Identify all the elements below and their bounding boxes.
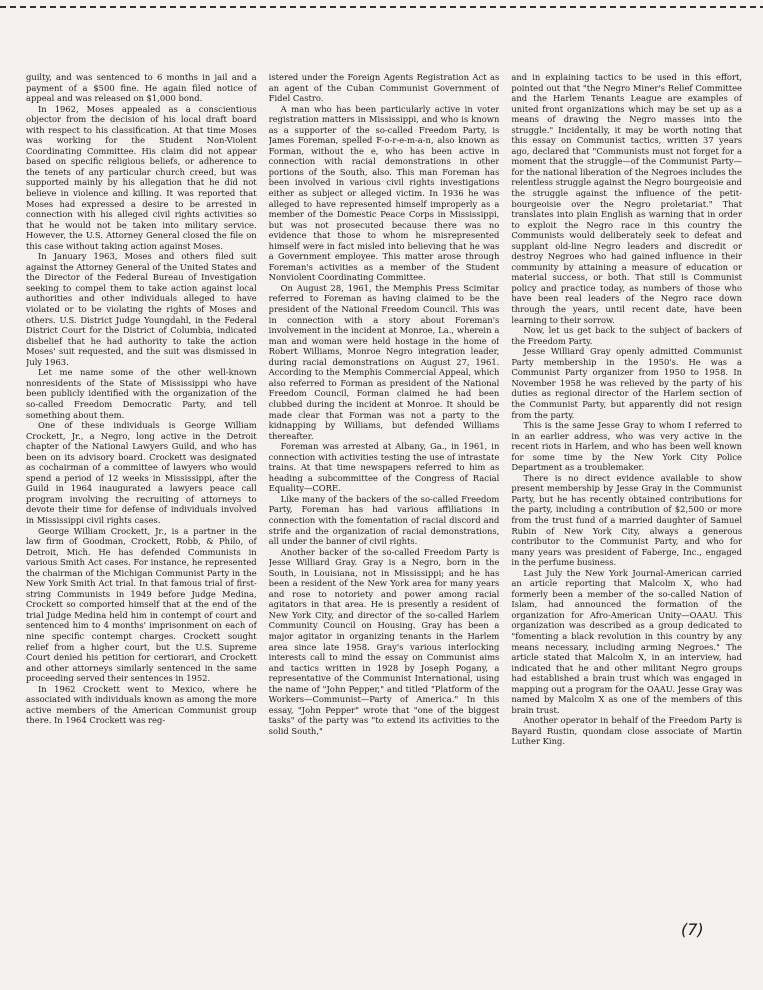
paragraph: Jesse Williard Gray openly admitted Communist Party membership in the 1950's. He was a Communist Party organizer from 1950 to 1958. In November 1958 he was relieved by the party of his duties as regional director of the Harlem section of the Communist Party, but apparently did not resign from the party. xyxy=(511,346,743,420)
paragraph: Now, let us get back to the subject of backers of the Freedom Party. xyxy=(511,325,743,346)
paragraph: There is no direct evidence available to show present membership by Jesse Gray in the Communist Party, but he has recently obtained contributions for the party, including a contribution of $2,500 or more from the trust fund of a married daughter of Samuel Rubin of New York City, always a generous contributor to the Communist Party, and who for many years was president of Faberge, Inc., engaged in the perfume business. xyxy=(511,472,743,568)
paragraph: Like many of the backers of the so-called Freedom Party, Foreman has had various affiliations in connection with the fomentation of racial discord and strife and the organization of racial demonstrations, all under the banner of civil rights. xyxy=(268,493,500,547)
paragraph: Another backer of the so-called Freedom Party is Jesse Williard Gray. Gray is a Negro, born in the South, in Louisiana, not in Mississippi; and he has been a resident of the New York area for many years and rose to notoriety and power among racial agitators in that area. He is presently a resident of New York City, and director of the so-called Harlem Community Council on Housing. Gray has been a major agitator in organizing tenants in the Harlem area since late 1958. Gray's various interlocking interests call to mind the essay on Communist aims and tactics written in 1928 by Joseph Pogany, a representative of the Communist International, using the name of "John Pepper," and titled "Platform of the Workers—Communist—Party of America." In this essay, "John Pepper" wrote that "one of the biggest tasks" of the party was "to extend its activities to the solid South," xyxy=(268,546,500,736)
paragraph: and in explaining tactics to be used in this effort, pointed out that "the Negro Miner's Relief Committee and the Harlem Tenants League are examples of united front organizations which may be set up as a means of drawing the Negro masses into the struggle." Incidentally, it may be worth noting that this essay on Communist tactics, written 37 years ago, declared that "Communists must not forget for a moment that the struggle—of the Communist Party—for the national liberation of the Negroes includes the relentless struggle against the Negro bourgeoisie and the struggle against the influence of the petit-bourgeoisie over the Negro proletariat." That translates into plain English as warning that in order to exploit the Negro race in this country the Communists would deliberately seek to defeat and supplant old-line Negro leaders and discredit or destroy Negroes who had gained influence in their community by attaining a measure of education or material success, or both. That still is Communist policy and practice today, as numbers of those who have been real leaders of the Negro race down through the years, until recent date, have been learning to their sorrow. xyxy=(511,72,743,325)
paragraph: Foreman was arrested at Albany, Ga., in 1961, in connection with activities testing the use of intrastate trains. At that time newspapers referred to him as heading a subcommittee of the Congress of Racial Equality—CORE. xyxy=(268,441,500,494)
paragraph: This is the same Jesse Gray to whom I referred to in an earlier address, who was very active in the recent riots in Harlem, and who has been well known for some time by the New York City Police Department as a troublemaker. xyxy=(511,420,743,473)
paragraph: In 1962, Moses appealed as a conscientious objector from the decision of his local draft board with respect to his classification. At that time Moses was working for the Student Non-Violent Coordinating Committee. His claim did not appear based on specific religious beliefs, or adherence to the tenets of any particular church creed, but was supported mainly by his allegation that he did not believe in violence and killing. It was reported that Moses had expressed a desire to be arrested in connection with his alleged civil rights activities so that he would not be taken into military service. However, the U.S. Attorney General closed the file on this case without taking action against Moses. xyxy=(26,103,257,251)
text-columns xyxy=(26,72,742,902)
paragraph: On August 28, 1961, the Memphis Press Scimitar referred to Foreman as having claimed to be the president of the National Freedom Council. This was in connection with a story about Foreman's involvement in the incident at Monroe, La., wherein a man and woman were held hostage in the home of Robert Williams, Monroe Negro integration leader, during racial demonstrations on August 27, 1961. According to the Memphis Commercial Appeal, which also referred to Forman as president of the National Freedom Council, Forman claimed he had been clubbed during the incident at Monroe. It should be made clear that Forman was not a party to the kidnapping by Williams, but defended Williams thereafter. xyxy=(268,282,500,441)
paragraph: In January 1963, Moses and others filed suit against the Attorney General of the United States and the Director of the Federal Bureau of Investigation seeking to compel them to take action against local authorities and other individuals alleged to have violated or to be violating the rights of Moses and others. U.S. District Judge Youngdahl, in the Federal District Court for the District of Columbia, indicated disbelief that he had authority to take the action Moses' suit requested, and the suit was dismissed in July 1963. xyxy=(26,251,257,367)
paragraph: A man who has been particularly active in voter registration matters in Mississippi, and who is known as a supporter of the so-called Freedom Party, is James Foreman, spelled F-o-r-e-m-a-n, also known as Forman, without the e, who has been active in connection with racial demonstrations in other portions of the South, also. This man Foreman has been involved in various civil rights investigations either as subject or alleged victim. In 1936 he was alleged to have represented himself improperly as a member of the Domestic Peace Corps in Mississippi, but was not prosecuted because there was no evidence that those to whom he misrepresented himself were in fact misled into believing that he was a Government employee. This matter arose through Foreman's activities as a member of the Student Nonviolent Coordinating Committee. xyxy=(268,103,500,283)
column-3 xyxy=(511,72,742,902)
paragraph: Let me name some of the other well-known nonresidents of the State of Mississippi who have been publicly identified with the organization of the so-called Freedom Democratic Party, and tell something about them. xyxy=(26,367,257,420)
page-number: (7) xyxy=(681,920,704,939)
paragraph: George William Crockett, Jr., is a partner in the law firm of Goodman, Crockett, Robb, & Philo, of Detroit, Mich. He has defended Communists in various Smith Act cases. For instance, he represented the chairman of the Michigan Communist Party in the New York Smith Act trial. In that famous trial of first-string Communists in 1949 before Judge Medina, Crockett so comported himself that at the end of the trial Judge Medina held him in contempt of court and sentenced him to 4 months' imprisonment on each of nine specific contempt charges. Crockett sought relief from a higher court, but the U.S. Supreme Court denied his petition for certiorari, and Crockett and other attorneys similarly sentenced in the same proceeding served their sentences in 1952. xyxy=(26,525,257,684)
column-2 xyxy=(269,72,500,902)
paragraph: istered under the Foreign Agents Registration Act as an agent of the Cuban Communist Government of Fidel Castro. xyxy=(268,72,500,104)
paragraph: guilty, and was sentenced to 6 months in jail and a payment of a $500 fine. He again filed notice of appeal and was released on $1,000 bond. xyxy=(26,72,257,104)
paragraph: In 1962 Crockett went to Mexico, where he associated with individuals known as among the more active members of the American Communist group there. In 1964 Crockett was reg- xyxy=(26,683,257,726)
paragraph: Another operator in behalf of the Freedom Party is Bayard Rustin, quondam close associate of Martin Luther King. xyxy=(511,715,743,747)
paragraph: Last July the New York Journal-American carried an article reporting that Malcolm X, who had formerly been a member of the so-called Nation of Islam, had announced the formation of the organization for Afro-American Unity—OAAU. This organization was described as a group dedicated to "fomenting a black revolution in this country by any means necessary, including arming Negroes." The article stated that Malcolm X, in an interview, had indicated that he and other militant Negro groups had established a brain trust which was engaged in mapping out a program for the OAAU. Jesse Gray was named by Malcolm X as one of the members of this brain trust. xyxy=(511,567,743,715)
column-1 xyxy=(26,72,257,902)
page-top-border xyxy=(0,6,763,8)
paragraph: One of these individuals is George William Crockett, Jr., a Negro, long active in the Detroit chapter of the National Lawyers Guild, and who has been on its advisory board. Crockett was designated as cochairman of a committee of lawyers who would spend a period of 12 weeks in Mississippi, after the Guild in 1964 inaugurated a lawyers peace call program involving the recruiting of attorneys to devote their time for defense of individuals involved in Mississippi civil rights cases. xyxy=(26,420,257,525)
